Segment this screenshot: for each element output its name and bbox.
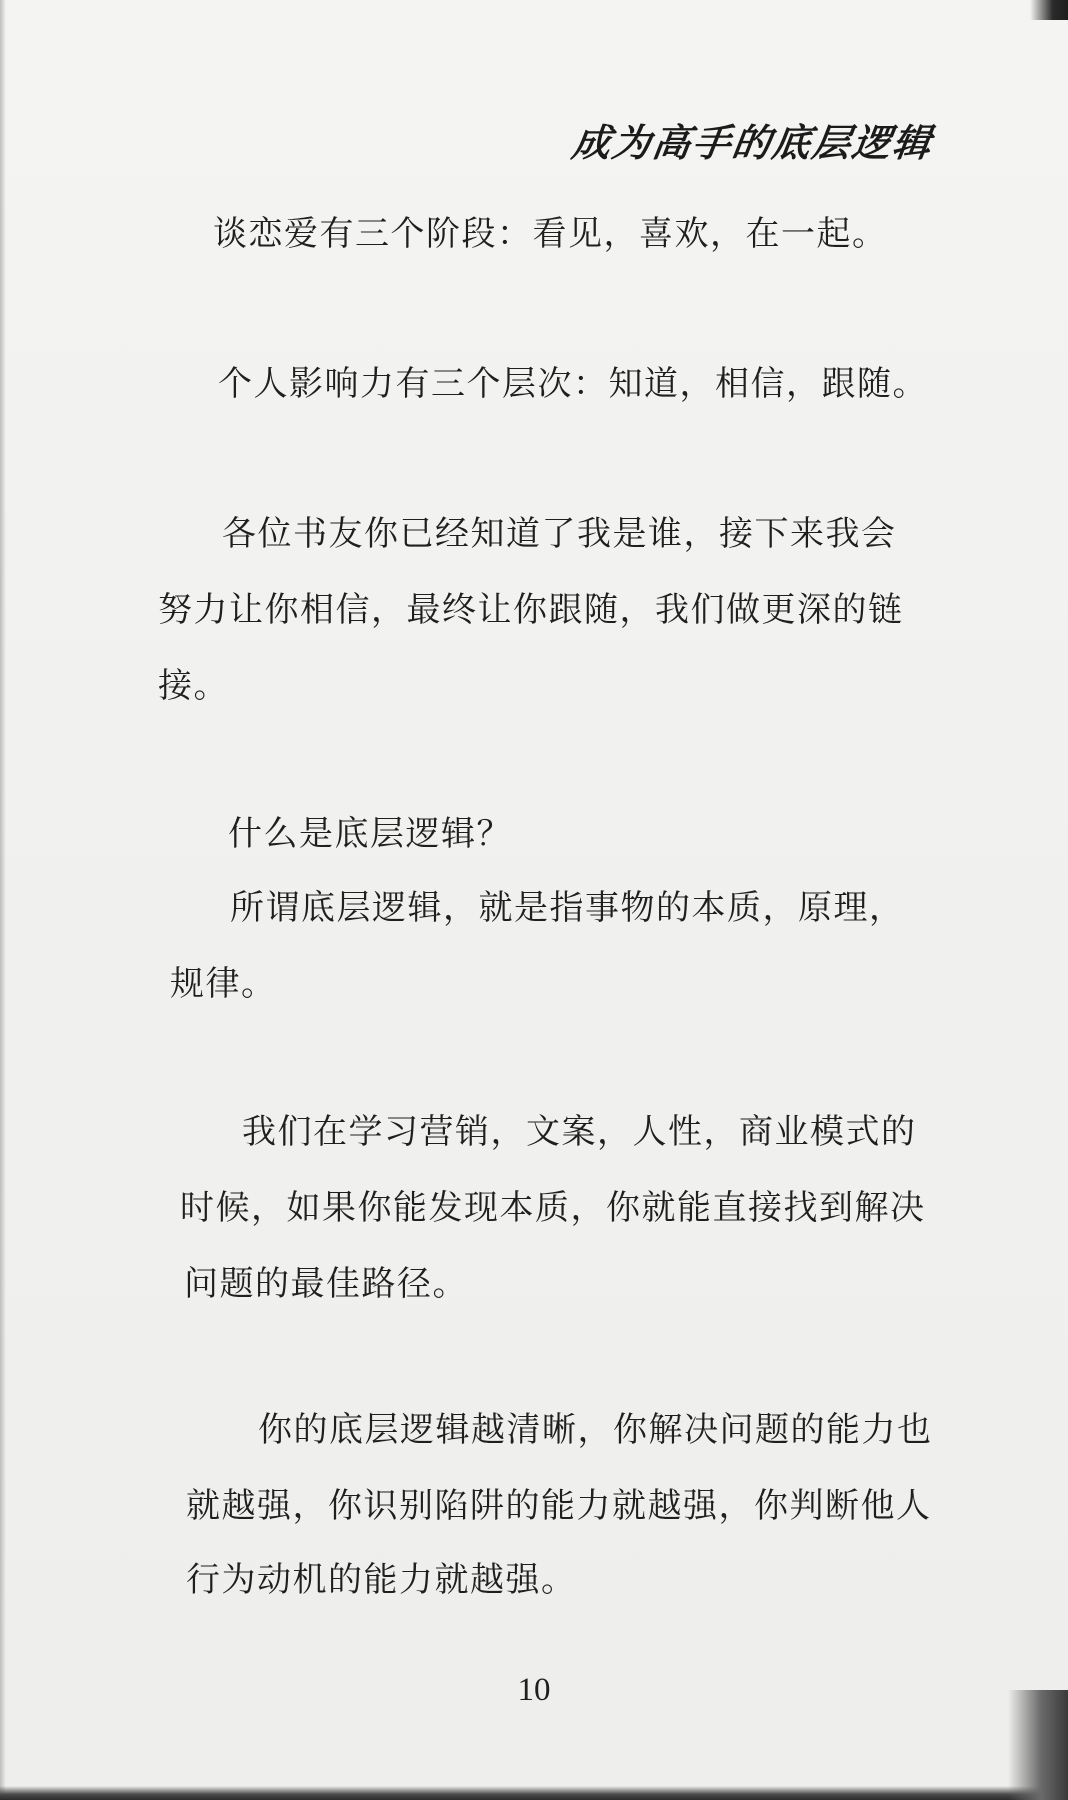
running-header-title: 成为高手的底层逻辑 (569, 120, 936, 165)
paragraph-line: 接。 (158, 666, 229, 706)
paragraph-line: 谈恋爱有三个阶段：看见，喜欢，在一起。 (213, 214, 888, 254)
paragraph-line: 所谓底层逻辑，就是指事物的本质，原理， (230, 888, 905, 928)
scan-edge-left (0, 0, 6, 1800)
paragraph-line: 个人影响力有三个层次：知道，相信，跟随。 (218, 364, 928, 404)
scan-edge-bottom (0, 1786, 1068, 1800)
paragraph-line: 行为动机的能力就越强。 (186, 1560, 577, 1600)
page-number: 10 (517, 1672, 551, 1708)
paragraph-line: 努力让你相信，最终让你跟随，我们做更深的链 (158, 590, 904, 630)
paragraph-line: 规律。 (170, 964, 277, 1004)
paragraph-line: 就越强，你识别陷阱的能力就越强，你判断他人 (186, 1486, 932, 1526)
paragraph-line: 时候，如果你能发现本质，你就能直接找到解决 (180, 1188, 926, 1228)
paragraph-line: 问题的最佳路径。 (184, 1264, 468, 1304)
paragraph-line: 各位书友你已经知道了我是谁，接下来我会 (222, 514, 897, 554)
paragraph-line: 你的底层逻辑越清晰，你解决问题的能力也 (258, 1410, 933, 1450)
paragraph-line: 什么是底层逻辑？ (228, 814, 512, 854)
paragraph-line: 我们在学习营销，文案，人性，商业模式的 (242, 1112, 917, 1152)
scan-edge-top-right (1030, 0, 1068, 20)
